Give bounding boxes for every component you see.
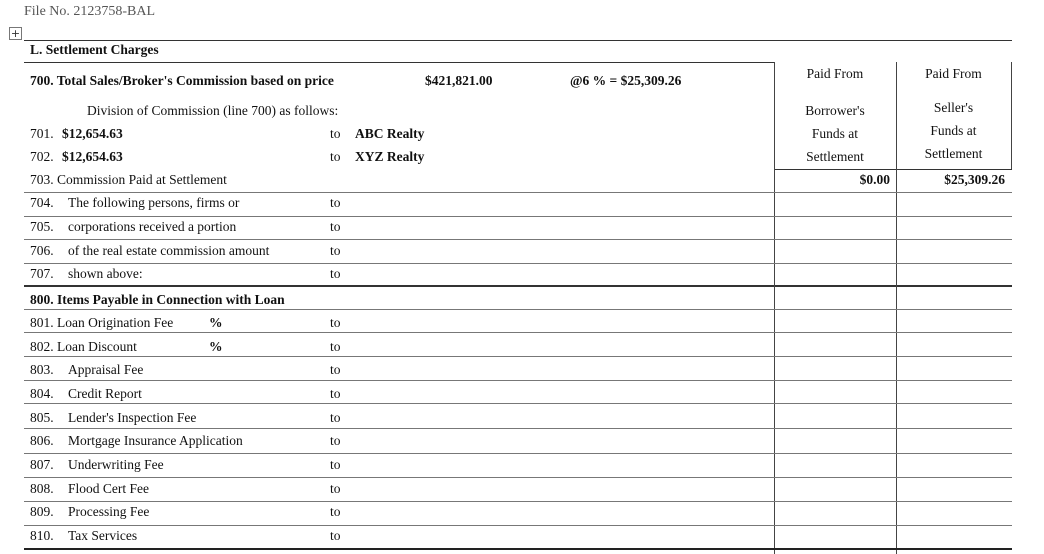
line-to: to bbox=[330, 266, 341, 281]
line-to: to bbox=[330, 219, 341, 234]
line-label: Mortgage Insurance Application bbox=[68, 433, 243, 448]
row-divider bbox=[24, 192, 1012, 193]
line-802-label: 802. Loan Discount bbox=[30, 339, 137, 354]
borrower-header-line-2: Borrower's bbox=[805, 103, 865, 118]
line-label: corporations received a portion bbox=[68, 219, 237, 234]
line-label: Lender's Inspection Fee bbox=[68, 410, 197, 425]
line-num: 707. bbox=[30, 266, 54, 281]
row-divider bbox=[24, 332, 1012, 333]
division-label: Division of Commission (line 700) as follows: bbox=[87, 103, 339, 118]
line-703-borrower-amount: $0.00 bbox=[859, 172, 890, 187]
line-num: 706. bbox=[30, 243, 54, 258]
borrower-header-line-4: Settlement bbox=[806, 149, 864, 164]
line-701-payee: ABC Realty bbox=[355, 126, 425, 141]
file-number: File No. 2123758-BAL bbox=[24, 4, 156, 19]
seller-header-line-1: Paid From bbox=[925, 66, 982, 81]
row-divider bbox=[24, 525, 1012, 526]
line-num: 705. bbox=[30, 219, 54, 234]
line-num: 807. bbox=[30, 457, 54, 472]
row-divider bbox=[24, 501, 1012, 502]
line-703-label: 703. Commission Paid at Settlement bbox=[30, 172, 227, 187]
row-divider bbox=[24, 477, 1012, 478]
table-move-handle-icon[interactable]: + bbox=[10, 27, 21, 40]
line-802-to: to bbox=[330, 339, 341, 354]
row-divider bbox=[24, 403, 1012, 404]
line-701-num: 701. bbox=[30, 126, 54, 141]
line-label: The following persons, firms or bbox=[68, 195, 240, 210]
line-801-pct: % bbox=[209, 315, 223, 330]
line-702-num: 702. bbox=[30, 149, 54, 164]
table-bottom-border bbox=[24, 548, 1012, 550]
row-divider bbox=[24, 453, 1012, 454]
row-divider bbox=[24, 239, 1012, 240]
line-701-to: to bbox=[330, 126, 341, 141]
line-num: 704. bbox=[30, 195, 54, 210]
line-702-payee: XYZ Realty bbox=[355, 149, 425, 164]
line-to: to bbox=[330, 528, 341, 543]
line-num: 810. bbox=[30, 528, 54, 543]
table-top-border bbox=[24, 40, 1012, 41]
line-to: to bbox=[330, 243, 341, 258]
line-to: to bbox=[330, 362, 341, 377]
line-702-to: to bbox=[330, 149, 341, 164]
section-800-title: 800. Items Payable in Connection with Loan bbox=[30, 292, 285, 307]
row-divider bbox=[24, 356, 1012, 357]
line-to: to bbox=[330, 195, 341, 210]
line-801-label: 801. Loan Origination Fee bbox=[30, 315, 174, 330]
amount-header-divider bbox=[774, 169, 1012, 170]
line-700-label: 700. Total Sales/Broker's Commission based on price bbox=[30, 73, 334, 88]
line-label: Credit Report bbox=[68, 386, 142, 401]
line-label: shown above: bbox=[68, 266, 143, 281]
line-label: Tax Services bbox=[68, 528, 138, 543]
line-num: 803. bbox=[30, 362, 54, 377]
right-column-border bbox=[1011, 62, 1012, 169]
line-num: 808. bbox=[30, 481, 54, 496]
line-702-amount: $12,654.63 bbox=[62, 149, 123, 164]
line-num: 804. bbox=[30, 386, 54, 401]
line-801-to: to bbox=[330, 315, 341, 330]
seller-header-line-4: Settlement bbox=[924, 146, 983, 161]
row-divider bbox=[24, 62, 774, 63]
line-num: 805. bbox=[30, 410, 54, 425]
line-700-rate: @6 % = $25,309.26 bbox=[570, 73, 682, 88]
line-label: Processing Fee bbox=[68, 504, 150, 519]
section-title: L. Settlement Charges bbox=[30, 42, 159, 57]
line-num: 806. bbox=[30, 433, 54, 448]
line-to: to bbox=[330, 457, 341, 472]
line-703-seller-amount: $25,309.26 bbox=[944, 172, 1005, 187]
seller-header-line-3: Funds at bbox=[930, 123, 977, 138]
line-701-amount: $12,654.63 bbox=[62, 126, 123, 141]
row-divider bbox=[24, 428, 1012, 429]
line-to: to bbox=[330, 433, 341, 448]
line-700-price: $421,821.00 bbox=[425, 73, 493, 88]
line-802-pct: % bbox=[209, 339, 223, 354]
row-divider bbox=[24, 380, 1012, 381]
row-divider bbox=[24, 216, 1012, 217]
line-label: Underwriting Fee bbox=[68, 457, 164, 472]
row-divider bbox=[24, 309, 1012, 310]
borrower-header-line-3: Funds at bbox=[811, 126, 859, 141]
seller-header-line-2: Seller's bbox=[933, 100, 974, 115]
line-to: to bbox=[330, 410, 341, 425]
line-num: 809. bbox=[30, 504, 54, 519]
line-label: Flood Cert Fee bbox=[68, 481, 149, 496]
line-to: to bbox=[330, 504, 341, 519]
line-label: of the real estate commission amount bbox=[68, 243, 270, 258]
row-divider bbox=[24, 263, 1012, 264]
line-to: to bbox=[330, 386, 341, 401]
line-to: to bbox=[330, 481, 341, 496]
line-label: Appraisal Fee bbox=[68, 362, 144, 377]
borrower-header-line-1: Paid From bbox=[806, 66, 864, 81]
section-divider bbox=[24, 285, 1012, 287]
